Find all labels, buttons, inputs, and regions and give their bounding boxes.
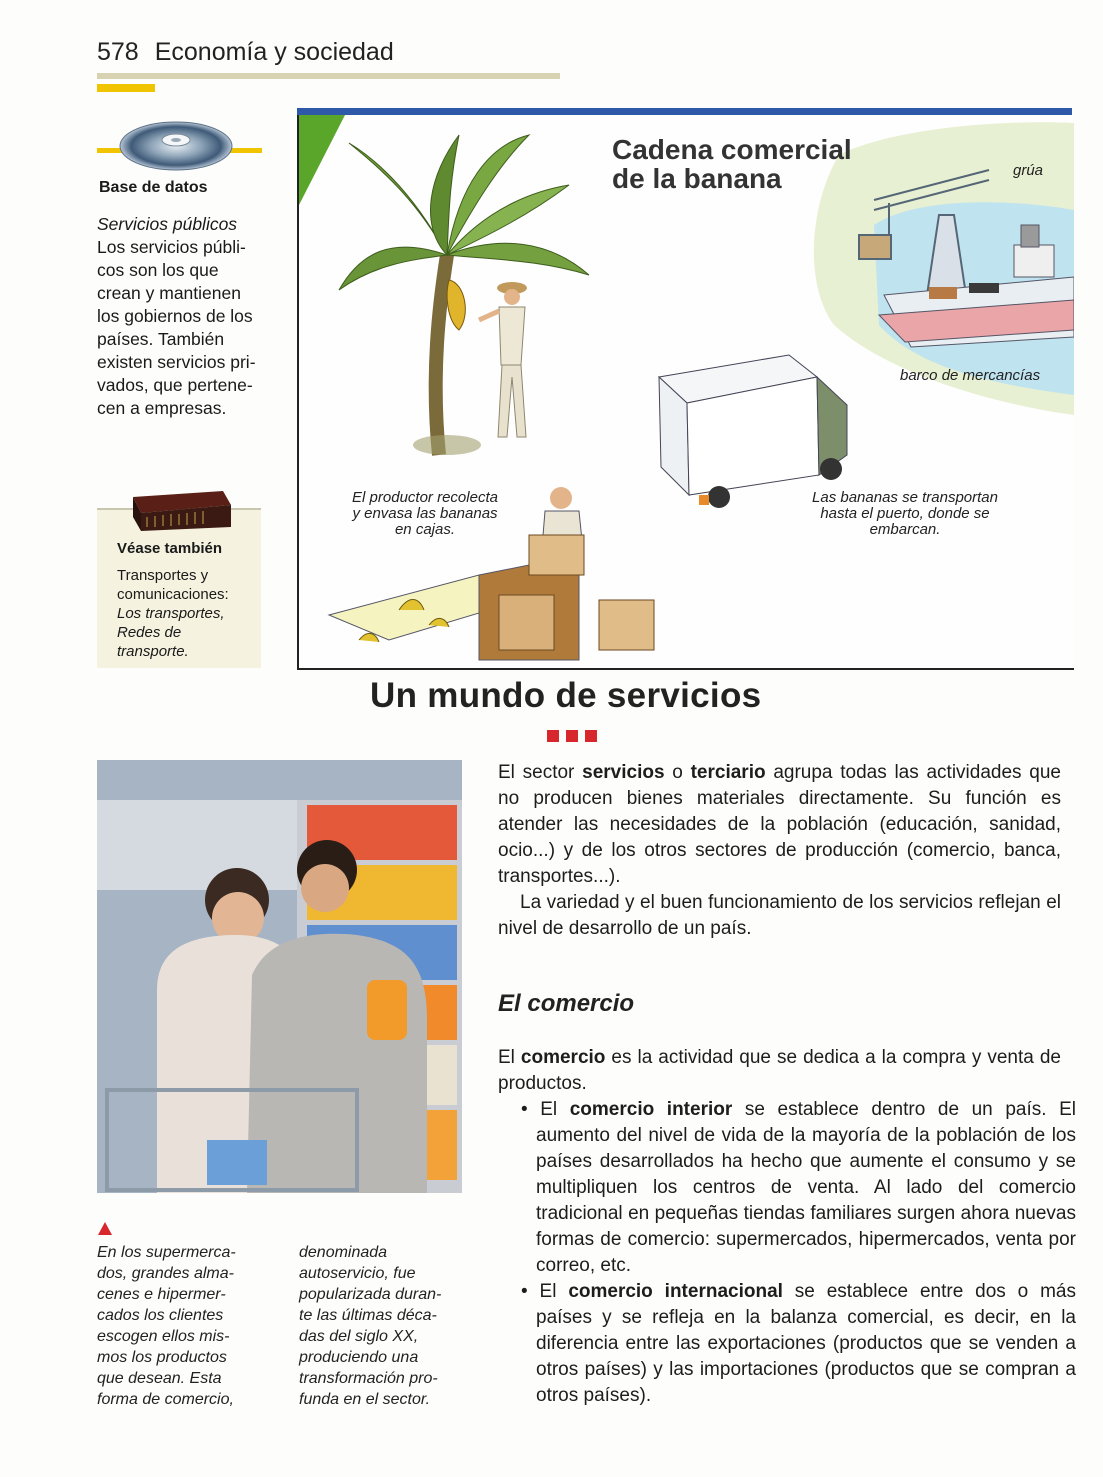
see-also-link[interactable]: Redes de bbox=[117, 624, 182, 641]
title-ornament-square bbox=[566, 730, 578, 742]
caption-line: mos los productos bbox=[97, 1349, 227, 1366]
see-also-title: Véase también bbox=[117, 540, 223, 557]
transport-caption-line: hasta el puerto, donde se bbox=[820, 505, 990, 522]
infographic-title-line: de la banana bbox=[612, 163, 782, 194]
book-icon bbox=[127, 487, 235, 533]
title-ornament-square bbox=[585, 730, 597, 742]
term-servicios: servicios bbox=[582, 762, 665, 783]
database-body bbox=[97, 213, 267, 420]
producer-caption-line: y envasa las bananas bbox=[352, 505, 498, 522]
bullet-comercio-interior: • El comercio interior se establece dentro de un país. El aumento del nivel de vida de la mayoría de la población de los países desarrollados ha hecho que aumente el consumo y se multipliquen los centros de venta. Al lado del comercio tradicional en pequeñas tiendas familiares surgen ahora nuevas formas de comercio: supermercados, hipermercados, venta por correo, etc. bbox=[521, 1099, 1076, 1276]
text-run: o bbox=[664, 762, 691, 783]
database-line: crean y mantienen bbox=[97, 283, 241, 303]
intro-paragraph-2: La variedad y el buen funcionamiento de los servicios reflejan el nivel de desarrollo de un país. bbox=[498, 892, 1061, 939]
caption-line: denominada bbox=[299, 1244, 388, 1261]
transport-caption-line: embarcan. bbox=[869, 521, 941, 538]
main-title: Un mundo de servicios bbox=[370, 676, 762, 715]
term-comercio: comercio bbox=[520, 1047, 606, 1068]
caption-line: te las últimas déca- bbox=[299, 1307, 437, 1324]
transport-caption-line: Las bananas se transportan bbox=[812, 489, 998, 506]
producer-caption bbox=[330, 490, 520, 538]
database-subtitle: Servicios públicos bbox=[97, 214, 238, 234]
caption-line: escogen ellos mis- bbox=[97, 1328, 230, 1345]
photo-caption-col2 bbox=[299, 1242, 441, 1410]
infographic-title-line: Cadena comercial bbox=[612, 134, 852, 165]
caption-line: forma de comercio, bbox=[97, 1391, 234, 1408]
database-line: los gobiernos de los bbox=[97, 306, 253, 326]
database-line: cen a empresas. bbox=[97, 398, 227, 418]
green-corner-accent bbox=[299, 115, 345, 205]
caption-line: transformación pro- bbox=[299, 1370, 438, 1387]
term-terciario: terciario bbox=[690, 762, 766, 783]
database-title: Base de datos bbox=[99, 179, 208, 196]
caption-line: popularizada duran- bbox=[299, 1286, 442, 1303]
photo-caption-col1 bbox=[97, 1242, 236, 1410]
text-run: se establece entre dos o más países y se refleja en la balanza comercial, es decir, en la diferencia entre las exportaciones (productos que se venden a otros países) y las importaciones (productos que se compran a otros países). bbox=[536, 1281, 1076, 1406]
caption-line: produciendo una bbox=[299, 1349, 419, 1366]
see-also-body bbox=[117, 566, 229, 661]
text-run: El bbox=[539, 1281, 569, 1302]
section-name: Economía y sociedad bbox=[154, 38, 394, 66]
transport-caption bbox=[790, 490, 1020, 538]
delivery-truck bbox=[659, 355, 847, 508]
header-accent-bar bbox=[97, 84, 155, 92]
crane-label: grúa bbox=[1013, 162, 1044, 179]
database-line: países. También bbox=[97, 329, 225, 349]
caption-line: cados los clientes bbox=[97, 1307, 224, 1324]
intro-paragraph bbox=[498, 760, 1061, 890]
text-run: agrupa todas las actividades que no producen bienes materiales directamente. Su función es atender las necesidades de la población (educación, sanidad, ocio...) y de los otros sectores de producción (comercio, banca, transportes...). bbox=[498, 762, 1061, 887]
term-comercio-internacional: comercio internacional bbox=[568, 1281, 783, 1302]
supermarket-photo-illustration bbox=[97, 760, 462, 1193]
supermarket-photo bbox=[97, 760, 462, 1193]
text-run: se establece dentro de un país. El aumento del nivel de vida de la mayoría de la población de los países desarrollados ha hecho que aumente el consumo y se multipliquen los centros de venta. Al lado del comercio tradicional en pequeñas tiendas familiares surgen ahora nuevas formas de comercio: supermercados, hipermercados, venta por correo, etc. bbox=[536, 1099, 1076, 1276]
see-also-line: comunicaciones: bbox=[117, 586, 229, 603]
caption-line: dos, grandes alma- bbox=[97, 1265, 234, 1282]
cd-disc-icon bbox=[118, 110, 236, 182]
title-ornament-square bbox=[547, 730, 559, 742]
producer-caption-line: en cajas. bbox=[394, 521, 456, 538]
caption-line: En los supermerca- bbox=[97, 1244, 236, 1261]
banana-chain-illustration bbox=[299, 115, 1074, 668]
farmer-figure bbox=[479, 282, 527, 437]
page-number: 578 bbox=[97, 38, 139, 66]
caption-line: que desean. Esta bbox=[97, 1370, 222, 1387]
comercio-paragraph bbox=[498, 1045, 1061, 1097]
text-run: El bbox=[540, 1099, 570, 1120]
running-header bbox=[97, 38, 394, 67]
text-run: El bbox=[498, 1047, 521, 1068]
header-rule bbox=[97, 73, 560, 79]
infographic-panel bbox=[297, 115, 1074, 670]
term-comercio-interior: comercio interior bbox=[569, 1099, 733, 1120]
text-run: es la actividad que se dedica a la compra y venta de productos. bbox=[498, 1047, 1061, 1094]
database-line: Los servicios públi- bbox=[97, 237, 246, 257]
infographic-top-bar bbox=[297, 108, 1072, 115]
database-line: vados, que pertene- bbox=[97, 375, 253, 395]
see-also-line: Transportes y bbox=[117, 567, 209, 584]
banana-tree bbox=[339, 135, 589, 455]
producer-caption-line: El productor recolecta bbox=[352, 489, 498, 506]
bullet-comercio-internacional: • El comercio internacional se establece entre dos o más países y se refleja en la balanza comercial, es decir, en la diferencia entre las exportaciones (productos que se venden a otros países) y las importaciones (productos que se compran a otros países). bbox=[521, 1281, 1076, 1406]
caption-triangle-icon bbox=[98, 1222, 112, 1235]
database-line: cos son los que bbox=[97, 260, 219, 280]
database-line: existen servicios pri- bbox=[97, 352, 256, 372]
ship-label: barco de mercancías bbox=[900, 367, 1041, 384]
see-also-link[interactable]: transporte. bbox=[117, 643, 189, 660]
caption-line: cenes e hipermer- bbox=[97, 1286, 226, 1303]
infographic-title bbox=[612, 135, 912, 193]
section-title-comercio: El comercio bbox=[498, 990, 635, 1017]
caption-line: autoservicio, fue bbox=[299, 1265, 416, 1282]
caption-line: funda en el sector. bbox=[299, 1391, 431, 1408]
text-run: El sector bbox=[498, 762, 583, 783]
see-also-link[interactable]: Los transportes, bbox=[117, 605, 225, 622]
caption-line: das del siglo XX, bbox=[299, 1328, 419, 1345]
